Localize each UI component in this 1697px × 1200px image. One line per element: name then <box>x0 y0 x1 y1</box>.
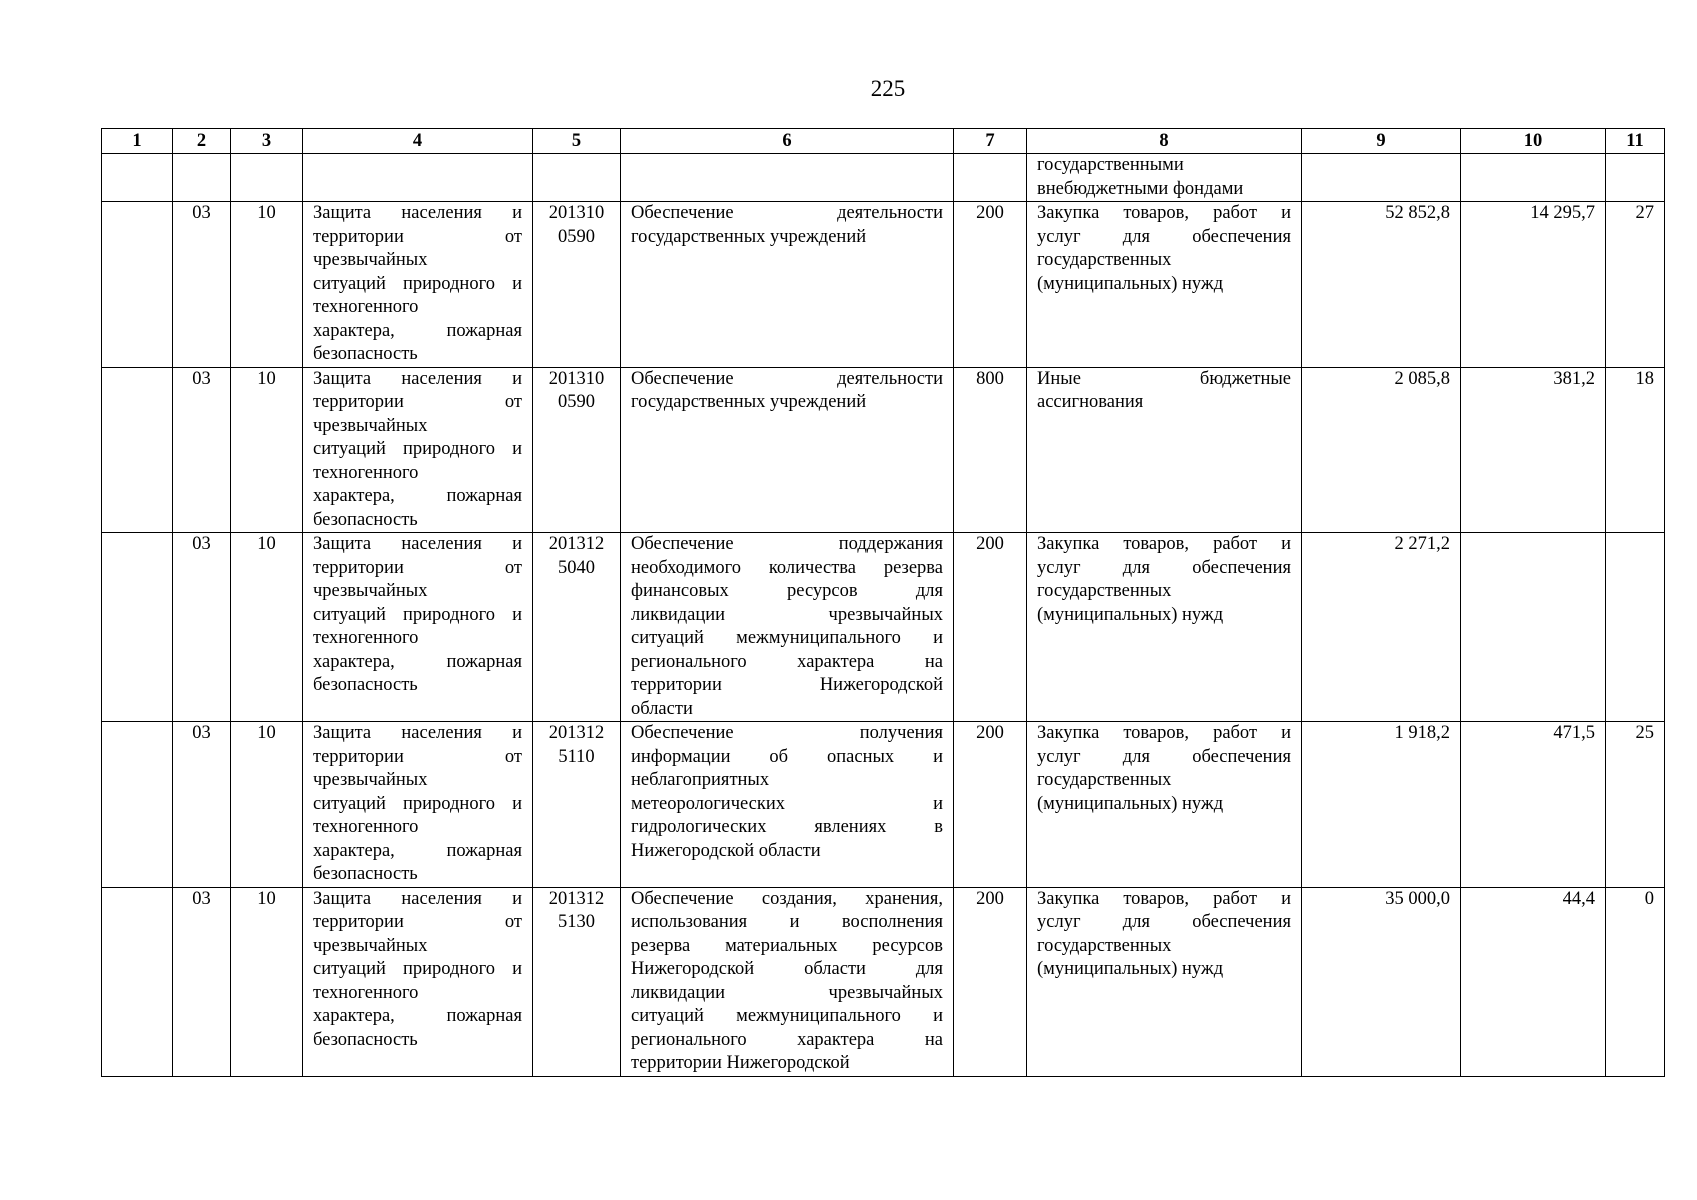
cell-line: гидрологических явлениях в <box>631 817 943 837</box>
cell-line: территории от <box>313 392 522 412</box>
cell-line: ситуаций межмуниципального и <box>631 628 943 648</box>
cell-line: ситуаций межмуниципального и <box>631 1006 943 1026</box>
col-header: 5 <box>533 129 621 154</box>
cell-value: 200 <box>976 534 1004 554</box>
target-article-name-cell <box>621 722 954 888</box>
target-article-cell <box>533 722 621 888</box>
cell-line: метеорологических и <box>631 793 943 814</box>
section-code-cell <box>173 367 231 533</box>
amount-actual-cell <box>1461 202 1606 368</box>
cell-line: государственных <box>1037 581 1172 601</box>
percent-cell <box>1606 887 1665 1076</box>
cell-line: чрезвычайных <box>313 935 428 956</box>
col8-cell <box>1027 154 1302 202</box>
amount-plan-cell <box>1302 722 1461 888</box>
section-code-cell <box>173 887 231 1076</box>
cell-line: (муниципальных) нужд <box>1037 793 1224 814</box>
target-article-cell <box>533 533 621 722</box>
cell-line: 5110 <box>558 746 595 767</box>
col-header: 4 <box>303 129 533 154</box>
cell-value: 0 <box>1644 888 1654 909</box>
cell-line: характера, пожарная <box>313 651 522 672</box>
col1-cell <box>102 887 173 1076</box>
section-name-cell <box>303 367 533 533</box>
cell-line: услуг для обеспечения <box>1037 746 1291 767</box>
cell-line: ликвидации чрезвычайных <box>631 982 943 1003</box>
cell-line: характера, пожарная <box>313 486 522 506</box>
cell-line: Нижегородской области <box>631 840 821 861</box>
cell-line: ситуаций природного и <box>313 273 522 294</box>
cell-line: безопасность <box>313 864 418 884</box>
amount-plan-cell <box>1302 202 1461 368</box>
cell-value: 200 <box>976 723 1004 743</box>
cell-value: 10 <box>257 888 276 909</box>
subsection-code-cell <box>231 367 303 533</box>
cell-line: резерва материальных ресурсов <box>631 935 943 956</box>
cell-value: 1 918,2 <box>1394 723 1450 743</box>
cell-line: Защита населения и <box>313 888 522 909</box>
cell-line: территории от <box>313 746 522 767</box>
table-row <box>102 202 1665 368</box>
col-header: 8 <box>1027 129 1302 154</box>
percent-cell <box>1606 367 1665 533</box>
expense-type-cell <box>954 367 1027 533</box>
cell-value: 10 <box>257 203 276 223</box>
target-article-name-cell <box>621 533 954 722</box>
cell-line: Защита населения и <box>313 203 522 223</box>
expense-type-name-cell <box>1027 367 1302 533</box>
expense-type-cell <box>954 722 1027 888</box>
cell-line: техногенного <box>313 297 419 317</box>
table-row <box>102 367 1665 533</box>
cell-line: (муниципальных) нужд <box>1037 959 1224 979</box>
cell-line: 201310 <box>548 203 605 223</box>
cell-line: Обеспечение поддержания <box>631 534 943 554</box>
cell-line: ситуаций природного и <box>313 959 522 979</box>
target-article-cell <box>533 202 621 368</box>
target-article-name-cell <box>621 202 954 368</box>
expense-type-name-cell <box>1027 887 1302 1076</box>
header-row <box>102 129 1665 154</box>
cell-line: техногенного <box>313 462 419 483</box>
cell-line: ликвидации чрезвычайных <box>631 604 943 625</box>
cell-line: чрезвычайных <box>313 581 428 601</box>
cell-value: 200 <box>976 203 1004 223</box>
table-row <box>102 887 1665 1076</box>
cell-value: 800 <box>976 368 1004 389</box>
cell-value: 35 000,0 <box>1385 888 1450 909</box>
cell-line: государственных учреждений <box>631 226 867 247</box>
subsection-code-cell <box>231 887 303 1076</box>
cell-line: Обеспечение создания, хранения, <box>631 888 943 909</box>
cell-value: 52 852,8 <box>1385 203 1450 223</box>
cell-value: 03 <box>192 368 211 389</box>
subsection-code-cell <box>231 722 303 888</box>
section-name-cell <box>303 722 533 888</box>
section-name-cell <box>303 533 533 722</box>
amount-plan-cell <box>1302 887 1461 1076</box>
continuation-row <box>102 154 1665 202</box>
subsection-code-cell <box>231 202 303 368</box>
col-header: 3 <box>231 129 303 154</box>
cell-value: 10 <box>257 723 276 743</box>
target-article-name-cell <box>621 367 954 533</box>
cell-line: ассигнования <box>1037 392 1144 412</box>
cell-line: безопасность <box>313 344 418 364</box>
cell-line: чрезвычайных <box>313 250 428 270</box>
cell-line: территории от <box>313 912 522 932</box>
cell-line: регионального характера на <box>631 1029 943 1050</box>
expense-type-cell <box>954 887 1027 1076</box>
cell-line: 201312 <box>548 534 605 554</box>
cell-line: Закупка товаров, работ и <box>1037 534 1291 554</box>
budget-table <box>101 128 1665 1077</box>
cell-line: услуг для обеспечения <box>1037 557 1291 578</box>
cell-line: Закупка товаров, работ и <box>1037 888 1291 909</box>
cell-line: необходимого количества резерва <box>631 557 943 578</box>
cell-line: (муниципальных) нужд <box>1037 273 1224 294</box>
cell-line: чрезвычайных <box>313 770 428 790</box>
percent-cell <box>1606 722 1665 888</box>
cell-line: 0590 <box>558 392 595 412</box>
cell-value: 18 <box>1635 368 1654 389</box>
col-header: 9 <box>1302 129 1461 154</box>
section-name-cell <box>303 887 533 1076</box>
cell-value: 14 295,7 <box>1530 203 1595 223</box>
cell-line: чрезвычайных <box>313 415 428 436</box>
cell-line: Закупка товаров, работ и <box>1037 723 1291 743</box>
cell-line: Обеспечение деятельности <box>631 368 943 389</box>
cell-value: 200 <box>976 888 1004 909</box>
cell-line: безопасность <box>313 1029 418 1050</box>
amount-actual-cell <box>1461 887 1606 1076</box>
col1-cell <box>102 722 173 888</box>
expense-type-cell <box>954 533 1027 722</box>
cell-line: Обеспечение деятельности <box>631 203 943 223</box>
cell-line: 5130 <box>558 912 595 932</box>
cell-line: Защита населения и <box>313 534 522 554</box>
target-article-cell <box>533 367 621 533</box>
amount-plan-cell <box>1302 367 1461 533</box>
cell-line: безопасность <box>313 675 418 695</box>
table-row <box>102 722 1665 888</box>
expense-type-cell <box>954 202 1027 368</box>
cell-line: характера, пожарная <box>313 840 522 861</box>
cell-value: 03 <box>192 723 211 743</box>
cell-line: безопасность <box>313 509 418 530</box>
amount-plan-cell <box>1302 533 1461 722</box>
cell-line: государственных <box>1037 935 1172 956</box>
cell-line: Закупка товаров, работ и <box>1037 203 1291 223</box>
subsection-code-cell <box>231 533 303 722</box>
section-code-cell <box>173 202 231 368</box>
section-code-cell <box>173 722 231 888</box>
cell-line: внебюджетными фондами <box>1037 178 1244 199</box>
cell-value: 10 <box>257 368 276 389</box>
expense-type-name-cell <box>1027 202 1302 368</box>
cell-line: использования и восполнения <box>631 912 943 932</box>
cell-line: Защита населения и <box>313 368 522 389</box>
cell-line: услуг для обеспечения <box>1037 912 1291 932</box>
cell-value: 44,4 <box>1562 888 1595 909</box>
cell-line: неблагоприятных <box>631 770 770 790</box>
section-name-cell <box>303 202 533 368</box>
col-header: 11 <box>1606 129 1665 154</box>
target-article-cell <box>533 887 621 1076</box>
col-header: 10 <box>1461 129 1606 154</box>
cell-line: 5040 <box>558 557 595 578</box>
expense-type-name-cell <box>1027 722 1302 888</box>
cell-line: информации об опасных и <box>631 746 943 767</box>
cell-line: территории от <box>313 557 522 578</box>
cell-line: Обеспечение получения <box>631 723 943 743</box>
cell-line: регионального характера на <box>631 651 943 672</box>
cell-line: техногенного <box>313 628 419 648</box>
amount-actual-cell <box>1461 722 1606 888</box>
cell-line: Иные бюджетные <box>1037 368 1291 389</box>
cell-line: ситуаций природного и <box>313 604 522 625</box>
cell-line: ситуаций природного и <box>313 439 522 459</box>
cell-line: финансовых ресурсов для <box>631 581 943 601</box>
cell-line: территории Нижегородской <box>631 675 943 695</box>
cell-line: 0590 <box>558 226 595 247</box>
cell-line: характера, пожарная <box>313 1006 522 1026</box>
percent-cell <box>1606 202 1665 368</box>
section-code-cell <box>173 533 231 722</box>
col-header: 6 <box>621 129 954 154</box>
cell-line: техногенного <box>313 982 419 1003</box>
cell-line: 201312 <box>548 723 605 743</box>
cell-line: (муниципальных) нужд <box>1037 604 1224 625</box>
cell-value: 25 <box>1635 723 1654 743</box>
cell-line: 201310 <box>548 368 605 389</box>
cell-value: 2 271,2 <box>1394 534 1450 554</box>
page-number: 225 <box>870 76 906 101</box>
percent-cell <box>1606 533 1665 722</box>
cell-value: 03 <box>192 888 211 909</box>
cell-value: 27 <box>1635 203 1654 223</box>
cell-line: Защита населения и <box>313 723 522 743</box>
cell-value: 03 <box>192 534 211 554</box>
cell-line: территории Нижегородской <box>631 1053 850 1073</box>
cell-value: 10 <box>257 534 276 554</box>
cell-line: Нижегородской области для <box>631 959 943 979</box>
cell-value: 471,5 <box>1553 723 1595 743</box>
cell-value: 03 <box>192 203 211 223</box>
cell-line: услуг для обеспечения <box>1037 226 1291 247</box>
table-row <box>102 533 1665 722</box>
col-header: 1 <box>102 129 173 154</box>
cell-line: техногенного <box>313 817 419 837</box>
amount-actual-cell <box>1461 367 1606 533</box>
cell-line: области <box>631 698 693 719</box>
col-header: 2 <box>173 129 231 154</box>
col1-cell <box>102 202 173 368</box>
target-article-name-cell <box>621 887 954 1076</box>
cell-line: характера, пожарная <box>313 320 522 341</box>
cell-line: ситуаций природного и <box>313 793 522 814</box>
amount-actual-cell <box>1461 533 1606 722</box>
cell-value: 2 085,8 <box>1394 368 1450 389</box>
expense-type-name-cell <box>1027 533 1302 722</box>
cell-line: государственными <box>1037 155 1184 175</box>
cell-value: 381,2 <box>1553 368 1595 389</box>
cell-line: государственных учреждений <box>631 392 867 412</box>
cell-line: государственных <box>1037 250 1172 270</box>
col1-cell <box>102 367 173 533</box>
cell-line: территории от <box>313 226 522 247</box>
col-header: 7 <box>954 129 1027 154</box>
cell-line: 201312 <box>548 888 605 909</box>
col1-cell <box>102 533 173 722</box>
cell-line: государственных <box>1037 770 1172 790</box>
